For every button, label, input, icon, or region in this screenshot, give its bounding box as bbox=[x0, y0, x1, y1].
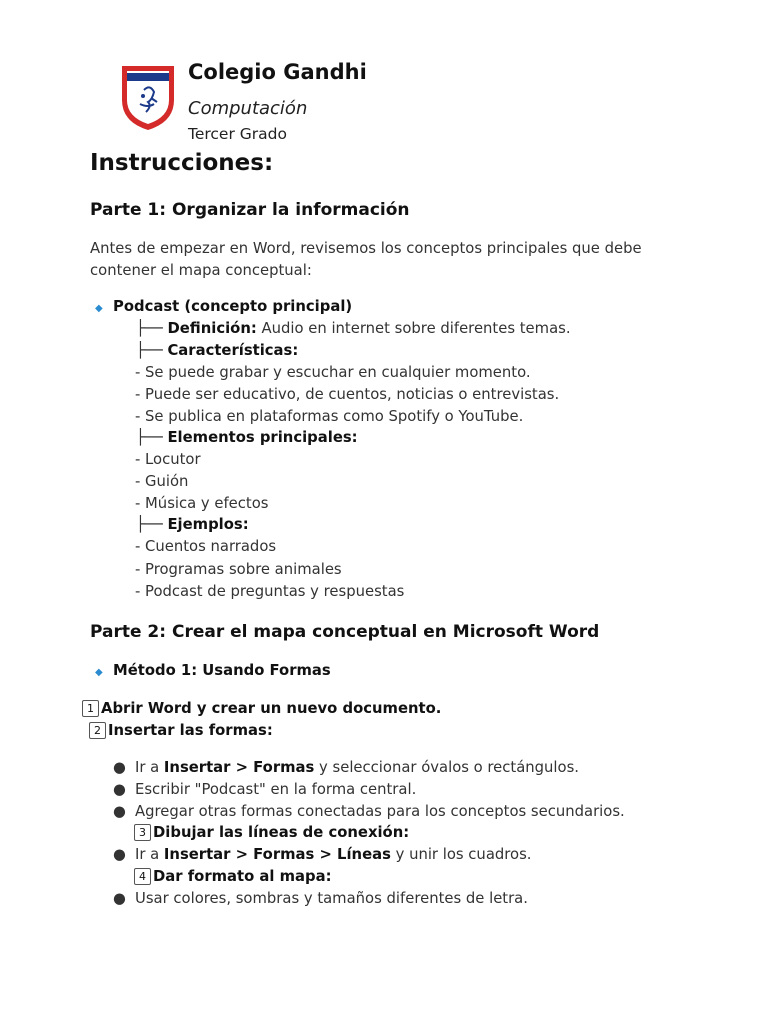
main-concept: Podcast (concepto principal) bbox=[113, 298, 353, 315]
list-item: - Se puede grabar y escuchar en cualquier momento. bbox=[135, 364, 531, 381]
school-name: Colegio Gandhi bbox=[188, 60, 367, 84]
school-logo bbox=[118, 60, 178, 132]
subject-name: Computación bbox=[188, 98, 308, 119]
bullet-text: Ir a bbox=[135, 846, 164, 863]
tree-branch: ├── bbox=[136, 516, 168, 533]
bullet-icon: ● bbox=[113, 803, 126, 820]
bullet-text: Ir a bbox=[135, 759, 164, 776]
list-item: - Guión bbox=[135, 473, 189, 490]
list-item: - Programas sobre animales bbox=[135, 561, 342, 578]
list-item bbox=[113, 846, 532, 863]
elements-label: Elementos principales: bbox=[167, 429, 358, 446]
diamond-bullet-icon: ◆ bbox=[95, 667, 103, 678]
keycap-1-icon: 1 bbox=[82, 700, 99, 717]
list-item: - Se publica en plataformas como Spotify o YouTube. bbox=[135, 408, 524, 425]
step-1-text: Abrir Word y crear un nuevo documento. bbox=[101, 700, 442, 717]
characteristics-label: Características: bbox=[167, 342, 299, 359]
bullet-text: Escribir "Podcast" en la forma central. bbox=[135, 781, 417, 798]
step-1 bbox=[82, 700, 441, 717]
keycap-2-icon: 2 bbox=[89, 722, 106, 739]
keycap-3-icon: 3 bbox=[134, 824, 151, 841]
diamond-bullet-icon: ◆ bbox=[95, 303, 103, 314]
step-4-text: Dar formato al mapa: bbox=[153, 868, 332, 885]
characteristics-line bbox=[136, 342, 298, 359]
bullet-text: y seleccionar óvalos o rectángulos. bbox=[314, 759, 580, 776]
bullet-bold-text: Insertar > Formas > Líneas bbox=[163, 846, 391, 863]
bullet-bold-text: Insertar > Formas bbox=[163, 759, 315, 776]
step-2-text: Insertar las formas: bbox=[108, 722, 273, 739]
examples-line bbox=[136, 516, 249, 533]
definition-text: Audio en internet sobre diferentes temas. bbox=[256, 320, 571, 337]
list-item: - Locutor bbox=[135, 451, 201, 468]
bullet-icon: ● bbox=[113, 781, 126, 798]
list-item bbox=[113, 781, 416, 798]
tree-branch: ├── bbox=[136, 320, 168, 337]
method-item bbox=[95, 662, 331, 679]
step-4 bbox=[134, 868, 332, 885]
grade-level: Tercer Grado bbox=[188, 125, 287, 143]
definition-line bbox=[136, 320, 571, 337]
list-item bbox=[113, 803, 625, 820]
bullet-text: Agregar otras formas conectadas para los conceptos secundarios. bbox=[135, 803, 625, 820]
tree-branch: ├── bbox=[136, 342, 168, 359]
bullet-text: Usar colores, sombras y tamaños diferentes de letra. bbox=[135, 890, 528, 907]
intro-line-2: contener el mapa conceptual: bbox=[90, 262, 312, 279]
bullet-icon: ● bbox=[113, 846, 126, 863]
bullet-icon: ● bbox=[113, 890, 126, 907]
bullet-text: y unir los cuadros. bbox=[390, 846, 532, 863]
list-item: - Podcast de preguntas y respuestas bbox=[135, 583, 405, 600]
bullet-icon: ● bbox=[113, 759, 126, 776]
part2-heading: Parte 2: Crear el mapa conceptual en Microsoft Word bbox=[90, 622, 600, 642]
main-concept-item bbox=[95, 298, 352, 315]
list-item bbox=[113, 759, 579, 776]
list-item: - Puede ser educativo, de cuentos, noticias o entrevistas. bbox=[135, 386, 560, 403]
elements-line bbox=[136, 429, 358, 446]
tree-branch: ├── bbox=[136, 429, 168, 446]
method-label: Método 1: Usando Formas bbox=[113, 662, 331, 679]
list-item: - Cuentos narrados bbox=[135, 538, 277, 555]
list-item bbox=[113, 890, 528, 907]
definition-label: Definición: bbox=[167, 320, 257, 337]
step-3-text: Dibujar las líneas de conexión: bbox=[153, 824, 410, 841]
page-title: Instrucciones: bbox=[90, 150, 274, 176]
step-3 bbox=[134, 824, 409, 841]
part1-heading: Parte 1: Organizar la información bbox=[90, 200, 410, 220]
intro-line-1: Antes de empezar en Word, revisemos los conceptos principales que debe bbox=[90, 240, 642, 257]
list-item: - Música y efectos bbox=[135, 495, 269, 512]
keycap-4-icon: 4 bbox=[134, 868, 151, 885]
step-2 bbox=[89, 722, 273, 739]
examples-label: Ejemplos: bbox=[167, 516, 249, 533]
